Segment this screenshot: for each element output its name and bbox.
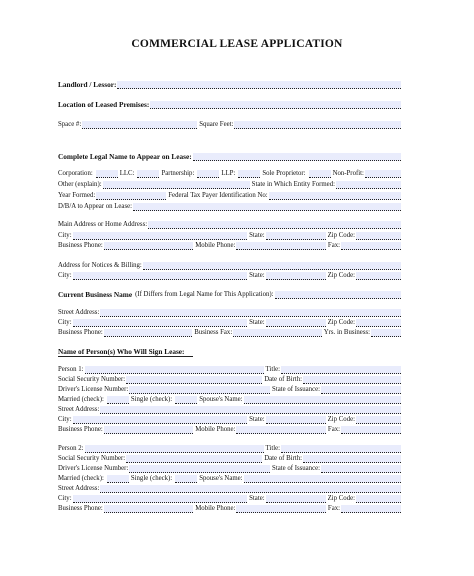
person2-spouse-field[interactable] bbox=[244, 475, 401, 483]
person2-dl-row bbox=[58, 464, 403, 474]
person1-spouse-field[interactable] bbox=[244, 396, 401, 404]
person2-title-label: Title: bbox=[265, 445, 280, 452]
main-city-row bbox=[58, 231, 403, 241]
space-field[interactable] bbox=[82, 121, 197, 129]
person1-street-label: Street Address: bbox=[58, 406, 100, 413]
person2-fax-field[interactable] bbox=[341, 505, 401, 513]
main-business-phone-label: Business Phone: bbox=[58, 242, 103, 249]
other-row bbox=[58, 180, 403, 190]
location-row bbox=[58, 100, 403, 110]
person2-dob-label: Date of Birth: bbox=[264, 455, 302, 462]
current-state-field[interactable] bbox=[266, 319, 326, 327]
person2-mobile-phone-label: Mobile Phone: bbox=[195, 505, 236, 512]
person1-zip-field[interactable] bbox=[356, 416, 401, 424]
person2-phone-row bbox=[58, 504, 403, 514]
person2-married-label: Married (check): bbox=[58, 475, 104, 482]
person1-married-field[interactable] bbox=[107, 396, 129, 404]
person2-state-issuance-field[interactable] bbox=[321, 465, 401, 473]
notice-city-field[interactable] bbox=[73, 272, 248, 280]
main-phone-row bbox=[58, 241, 403, 251]
person2-name-row bbox=[58, 444, 403, 454]
landlord-label: Landlord / Lessor: bbox=[58, 80, 117, 89]
legal-name-label: Complete Legal Name to Appear on Lease: bbox=[58, 152, 192, 161]
signers-heading-underline bbox=[58, 356, 193, 357]
corporation-field[interactable] bbox=[96, 170, 118, 178]
person1-dl-row bbox=[58, 385, 403, 395]
person1-state-issuance-label: State of Issuance: bbox=[272, 386, 320, 393]
person2-zip-label: Zip Code: bbox=[327, 495, 355, 502]
entity-type-row bbox=[58, 169, 403, 179]
person1-dob-field[interactable] bbox=[303, 376, 401, 384]
current-zip-field[interactable] bbox=[356, 319, 401, 327]
llp-label: LLP: bbox=[221, 170, 236, 177]
non-profit-label: Non-Profit: bbox=[332, 170, 364, 177]
state-formed-field[interactable] bbox=[336, 181, 401, 189]
current-city-label: City: bbox=[58, 319, 72, 326]
yrs-in-business-field[interactable] bbox=[371, 329, 401, 337]
person1-fax-label: Fax: bbox=[327, 426, 341, 433]
main-state-field[interactable] bbox=[266, 232, 326, 240]
main-zip-label: Zip Code: bbox=[327, 232, 355, 239]
person2-dl-label: Driver's License Number: bbox=[58, 465, 129, 472]
main-address-field[interactable] bbox=[148, 221, 401, 229]
current-street-field[interactable] bbox=[100, 309, 401, 317]
legal-name-field[interactable] bbox=[193, 153, 401, 161]
person1-label: Person 1: bbox=[58, 366, 84, 373]
person2-city-label: City: bbox=[58, 495, 72, 502]
main-mobile-phone-field[interactable] bbox=[236, 242, 325, 250]
main-city-label: City: bbox=[58, 232, 72, 239]
main-address-row bbox=[58, 220, 403, 230]
current-zip-label: Zip Code: bbox=[327, 319, 355, 326]
current-city-field[interactable] bbox=[73, 319, 248, 327]
person1-title-field[interactable] bbox=[281, 366, 401, 374]
person1-zip-label: Zip Code: bbox=[327, 416, 355, 423]
notice-address-label: Address for Notices & Billing: bbox=[58, 262, 142, 269]
year-formed-label: Year Formed: bbox=[58, 192, 96, 199]
person1-name-row bbox=[58, 365, 403, 375]
main-fax-label: Fax: bbox=[327, 242, 341, 249]
person2-married-field[interactable] bbox=[107, 475, 129, 483]
non-profit-field[interactable] bbox=[365, 170, 401, 178]
person1-spouse-label: Spouse's Name: bbox=[199, 396, 243, 403]
current-state-label: State: bbox=[249, 319, 265, 326]
current-business-fax-label: Business Fax: bbox=[194, 329, 233, 336]
main-state-label: State: bbox=[249, 232, 265, 239]
person2-dl-field[interactable] bbox=[129, 465, 270, 473]
signers-heading: Name of Person(s) Who Will Sign Lease: bbox=[58, 347, 185, 356]
location-field[interactable] bbox=[150, 101, 401, 109]
person2-spouse-label: Spouse's Name: bbox=[199, 475, 243, 482]
person2-name-field[interactable] bbox=[85, 445, 264, 453]
legal-name-row bbox=[58, 152, 403, 162]
current-business-field[interactable] bbox=[275, 291, 401, 299]
person1-ssn-label: Social Security Number: bbox=[58, 376, 126, 383]
current-street-label: Street Address: bbox=[58, 309, 100, 316]
federal-tax-id-field[interactable] bbox=[269, 192, 401, 200]
person1-dl-field[interactable] bbox=[129, 386, 270, 394]
person1-single-field[interactable] bbox=[175, 396, 197, 404]
person1-city-label: City: bbox=[58, 416, 72, 423]
current-business-note: (If Differs from Legal Name for This Application): bbox=[135, 291, 274, 298]
person2-business-phone-label: Business Phone: bbox=[58, 505, 103, 512]
person2-state-issuance-label: State of Issuance: bbox=[272, 465, 320, 472]
sole-proprietor-label: Sole Proprietor: bbox=[262, 170, 306, 177]
current-business-phone-label: Business Phone: bbox=[58, 329, 103, 336]
person2-street-row bbox=[58, 484, 403, 494]
person2-ssn-label: Social Security Number: bbox=[58, 455, 126, 462]
person2-business-phone-field[interactable] bbox=[104, 505, 193, 513]
person1-street-row bbox=[58, 405, 403, 415]
person2-marital-row bbox=[58, 474, 403, 484]
space-row bbox=[58, 120, 403, 130]
person1-phone-row bbox=[58, 425, 403, 435]
federal-tax-id-label: Federal Tax Payer Identification No: bbox=[168, 192, 268, 199]
person1-ssn-field[interactable] bbox=[126, 376, 262, 384]
other-field[interactable] bbox=[103, 181, 250, 189]
person2-single-label: Single (check): bbox=[130, 475, 173, 482]
year-formed-field[interactable] bbox=[96, 192, 166, 200]
person1-mobile-phone-field[interactable] bbox=[236, 426, 325, 434]
person1-single-label: Single (check): bbox=[130, 396, 173, 403]
person1-city-row bbox=[58, 415, 403, 425]
other-label: Other (explain): bbox=[58, 181, 102, 188]
person1-street-field[interactable] bbox=[100, 406, 401, 414]
person2-mobile-phone-field[interactable] bbox=[236, 505, 325, 513]
notice-state-label: State: bbox=[249, 272, 265, 279]
notice-address-row bbox=[58, 261, 403, 271]
person1-marital-row bbox=[58, 395, 403, 405]
yrs-in-business-label: Yrs. in Business: bbox=[323, 329, 370, 336]
person1-dob-label: Date of Birth: bbox=[264, 376, 302, 383]
main-fax-field[interactable] bbox=[341, 242, 401, 250]
state-formed-label: State in Which Entity Formed: bbox=[251, 181, 335, 188]
square-feet-label: Square Feet: bbox=[199, 121, 234, 128]
current-city-row bbox=[58, 318, 403, 328]
person2-street-label: Street Address: bbox=[58, 485, 100, 492]
main-city-field[interactable] bbox=[73, 232, 248, 240]
main-mobile-phone-label: Mobile Phone: bbox=[195, 242, 236, 249]
person2-street-field[interactable] bbox=[100, 485, 401, 493]
person2-state-label: State: bbox=[249, 495, 265, 502]
notice-state-field[interactable] bbox=[266, 272, 326, 280]
current-business-fax-field[interactable] bbox=[233, 329, 322, 337]
person1-state-field[interactable] bbox=[266, 416, 326, 424]
square-feet-field[interactable] bbox=[234, 121, 401, 129]
llc-field[interactable] bbox=[137, 170, 159, 178]
person1-mobile-phone-label: Mobile Phone: bbox=[195, 426, 236, 433]
person1-name-field[interactable] bbox=[85, 366, 264, 374]
current-phone-row bbox=[58, 328, 403, 338]
current-business-label: Current Business Name bbox=[58, 290, 133, 299]
main-business-phone-field[interactable] bbox=[104, 242, 193, 250]
person2-label: Person 2: bbox=[58, 445, 84, 452]
person1-state-label: State: bbox=[249, 416, 265, 423]
location-label: Location of Leased Premises: bbox=[58, 100, 150, 109]
current-business-phone-field[interactable] bbox=[104, 329, 193, 337]
person2-ssn-row bbox=[58, 454, 403, 464]
person1-dl-label: Driver's License Number: bbox=[58, 386, 129, 393]
corporation-label: Corporation: bbox=[58, 170, 93, 177]
notice-zip-label: Zip Code: bbox=[327, 272, 355, 279]
person2-single-field[interactable] bbox=[175, 475, 197, 483]
person1-title-label: Title: bbox=[265, 366, 280, 373]
llc-label: LLC: bbox=[119, 170, 135, 177]
partnership-field[interactable] bbox=[197, 170, 219, 178]
space-label: Space #: bbox=[58, 121, 82, 128]
person1-ssn-row bbox=[58, 375, 403, 385]
partnership-label: Partnership: bbox=[161, 170, 195, 177]
person1-business-phone-label: Business Phone: bbox=[58, 426, 103, 433]
sole-proprietor-field[interactable] bbox=[309, 170, 331, 178]
notice-address-field[interactable] bbox=[143, 262, 401, 270]
notice-city-label: City: bbox=[58, 272, 72, 279]
current-business-row bbox=[58, 290, 403, 300]
person2-zip-field[interactable] bbox=[356, 495, 401, 503]
landlord-field[interactable] bbox=[117, 81, 401, 89]
person2-ssn-field[interactable] bbox=[126, 455, 262, 463]
notice-zip-field[interactable] bbox=[356, 272, 401, 280]
person2-city-row bbox=[58, 494, 403, 504]
person2-title-field[interactable] bbox=[281, 445, 401, 453]
person2-fax-label: Fax: bbox=[327, 505, 341, 512]
year-formed-row bbox=[58, 191, 403, 201]
main-address-label: Main Address or Home Address: bbox=[58, 221, 148, 228]
llp-field[interactable] bbox=[238, 170, 260, 178]
person1-married-label: Married (check): bbox=[58, 396, 104, 403]
dba-row bbox=[58, 202, 403, 212]
person2-dob-field[interactable] bbox=[303, 455, 401, 463]
document-title: COMMERCIAL LEASE APPLICATION bbox=[131, 38, 343, 50]
dba-field[interactable] bbox=[133, 203, 401, 211]
notice-city-row bbox=[58, 271, 403, 281]
dba-label: D/B/A to Appear on Lease: bbox=[58, 203, 132, 210]
person1-fax-field[interactable] bbox=[341, 426, 401, 434]
current-street-row bbox=[58, 308, 403, 318]
person1-city-field[interactable] bbox=[73, 416, 248, 424]
person1-state-issuance-field[interactable] bbox=[321, 386, 401, 394]
person1-business-phone-field[interactable] bbox=[104, 426, 193, 434]
landlord-row bbox=[58, 80, 403, 90]
person2-city-field[interactable] bbox=[73, 495, 248, 503]
main-zip-field[interactable] bbox=[356, 232, 401, 240]
person2-state-field[interactable] bbox=[266, 495, 326, 503]
